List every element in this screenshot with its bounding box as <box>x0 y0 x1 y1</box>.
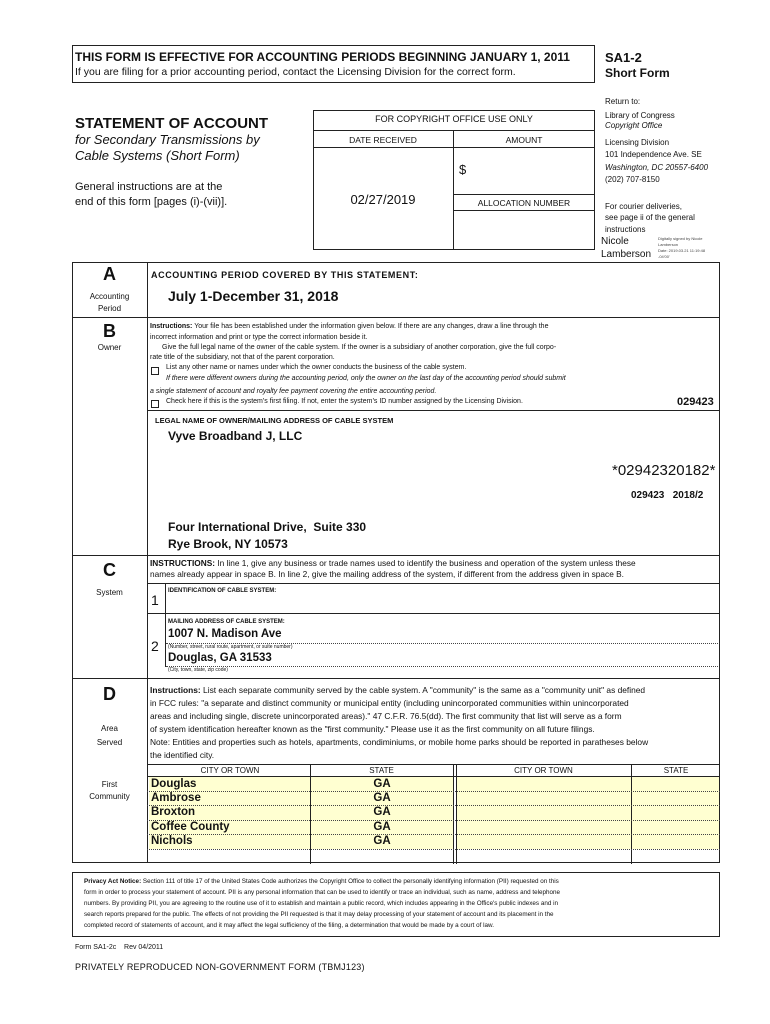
accounting-period-heading: ACCOUNTING PERIOD COVERED BY THIS STATEMENT: <box>151 270 419 280</box>
line-1-number: 1 <box>151 592 159 608</box>
office-use-box <box>313 110 595 250</box>
section-d-label-1: Area <box>101 724 118 733</box>
prior-period-line: If you are filing for a prior accounting period, contact the Licensing Division for the correct form. <box>75 66 516 78</box>
general-instructions-1: General instructions are at the <box>75 181 223 193</box>
section-c-label: System <box>96 588 123 597</box>
general-instructions-2: end of this form [pages (i)-(vii)]. <box>75 196 228 208</box>
owner-address-2[interactable]: Rye Brook, NY 10573 <box>168 537 288 551</box>
office-use-heading: FOR COPYRIGHT OFFICE USE ONLY <box>375 114 533 124</box>
section-d-label-2: Served <box>96 738 123 747</box>
owner-instr-line-2: incorrect information and print or type the correct information beside it. <box>150 334 368 341</box>
community-row-4-town[interactable]: Coffee County <box>151 821 230 833</box>
community-row-2-state[interactable]: GA <box>373 792 391 804</box>
community-row-1-town[interactable]: Douglas <box>151 778 197 790</box>
statement-subtitle-1: for Secondary Transmissions by <box>75 132 260 147</box>
section-a-label-1: Accounting <box>89 292 130 301</box>
return-to-label: Return to: <box>605 97 641 106</box>
digital-signature-note-1: Digitally signed by Nicole <box>658 236 703 241</box>
section-c-letter: C <box>103 560 116 580</box>
return-line-4: 101 Independence Ave. SE <box>605 150 702 159</box>
col-state2-header: STATE <box>663 766 689 775</box>
section-a-label-2: Period <box>97 304 122 313</box>
line-2-number: 2 <box>151 638 159 654</box>
col-state-header: STATE <box>369 766 394 775</box>
digital-signature-note-2: Lamberson <box>658 242 679 247</box>
effective-line: THIS FORM IS EFFECTIVE FOR ACCOUNTING PERIODS BEGINNING JANUARY 1, 2011 <box>75 50 570 64</box>
identification-label: IDENTIFICATION OF CABLE SYSTEM: <box>168 588 277 594</box>
form-type: Short Form <box>605 66 670 80</box>
street-note: (Number, street, rural route, apartment, or suite number) <box>168 644 293 650</box>
return-line-5: Washington, DC 20557-6400 <box>605 163 709 172</box>
form-code: SA1-2 <box>605 50 642 65</box>
system-id-value[interactable]: 029423 <box>677 396 714 408</box>
statement-subtitle-2: Cable Systems (Short Form) <box>75 148 240 163</box>
form-revision: Form SA1-2c Rev 04/2011 <box>75 944 164 951</box>
owner-instr-line-3: Give the full legal name of the owner of the cable system. If the owner is a subsidiary of another corporation, give the full corpo- <box>162 344 557 351</box>
first-community-label-1: First <box>101 780 118 789</box>
statement-title: STATEMENT OF ACCOUNT <box>75 115 269 132</box>
area-instructions: Instructions: List each separate community served by the cable system. A "community" is the same as a "community unit" as defined in FCC rules: "a separate and distinct community or municipal entity (including unincorporated communities within unincorporated areas and including single, discrete unincorporated areas)." 47 C.F.R. 76.5(dd). The first community that list will serve as a form of system identification hereafter known as the "first community." Please use it as the first community on all future filings. Note: Entities and properties such as hotels, apartments, condiminiums, or mobile home parks should be reported in paratheses below the identified city. <box>150 685 649 760</box>
section-a-letter: A <box>103 264 116 284</box>
accounting-period-value[interactable]: July 1-December 31, 2018 <box>168 288 339 304</box>
system-street[interactable]: 1007 N. Madison Ave <box>168 628 282 640</box>
return-line-2: Copyright Office <box>605 121 663 130</box>
courier-line-1: For courier deliveries, <box>605 202 682 211</box>
date-received-label: DATE RECEIVED <box>349 135 417 145</box>
legal-name-label: LEGAL NAME OF OWNER/MAILING ADDRESS OF CABLE SYSTEM <box>155 416 394 425</box>
community-row-5-state[interactable]: GA <box>373 835 391 847</box>
community-row-1-state[interactable]: GA <box>373 778 391 790</box>
allocation-number-label: ALLOCATION NUMBER <box>477 198 571 208</box>
owner-instructions: Instructions: Your file has been established under the information given below. If there are any changes, draw a line through the <box>150 323 549 330</box>
signer-last-name: Lamberson <box>601 249 652 260</box>
owner-name[interactable]: Vyve Broadband J, LLC <box>168 429 303 443</box>
courier-line-3: instructions <box>605 225 646 234</box>
first-filing-checkbox[interactable] <box>151 400 159 408</box>
section-b-letter: B <box>103 321 116 341</box>
col-city-header: CITY OR TOWN <box>200 766 260 775</box>
barcode-text: *02942320182* <box>612 462 716 479</box>
community-row-3-town[interactable]: Broxton <box>151 806 196 818</box>
col-city2-header: CITY OR TOWN <box>514 766 573 775</box>
amount-dollar-sign: $ <box>459 162 467 177</box>
community-row-4-state[interactable]: GA <box>373 821 391 833</box>
date-received-value[interactable]: 02/27/2019 <box>350 192 416 207</box>
private-reproduction-note: PRIVATELY REPRODUCED NON-GOVERNMENT FORM (TBMJ123) <box>75 962 365 972</box>
digital-signature-note-3: Date: 2019.03.21 11:19:48 <box>658 248 706 253</box>
owner-instr-line-7: a single statement of account and royalty fee payment covering the entire accounting period. <box>150 388 437 395</box>
digital-signature-note-4: -04'00' <box>658 254 670 259</box>
first-community-label-2: Community <box>89 792 130 801</box>
community-row-2-town[interactable]: Ambrose <box>151 792 201 804</box>
section-d-letter: D <box>103 684 116 704</box>
owner-instr-line-4: rate title of the subsidiary, not that of the parent corporation. <box>150 354 335 361</box>
privacy-notice: Privacy Act Notice: Section 111 of title 17 of the United States Code authorizes the Copyright Office to collect the personally identifying information (PII) requested on this form in order to process your statement of account. PII is any personal information that can be used to identify or trace an individual, such as name, address and telephone numbers. By providing PII, you are agreeing to the routine use of it to establish and maintain a public record, which includes appearing in the Office's public indexes and in search reports prepared for the public. The effects of not providing the PII requested is that it may delay processing of your statement of account and its placement in the completed record of statements of account, and it may affect the legal sufficiency of the filing, a determination that would be made by a court of law. <box>84 878 561 929</box>
city-note: (City, town, state, zip code) <box>168 667 228 673</box>
system-city[interactable]: Douglas, GA 31533 <box>168 652 272 664</box>
other-names-checkbox[interactable] <box>151 367 159 375</box>
owner-instr-line-8: Check here if this is the system’s first filing. If not, enter the system’s ID number assigned by the Licensing Division. <box>166 398 523 405</box>
courier-line-2: see page ii of the general <box>605 213 695 222</box>
section-b-label: Owner <box>97 343 122 352</box>
system-instructions: INSTRUCTIONS: In line 1, give any business or trade names used to identify the business and operation of the system unless these names already appear in space B. In line 2, give the mailing address of the system, if different from the address given in space B. <box>150 558 636 579</box>
owner-instr-line-5: List any other name or names under which the owner conducts the business of the cable system. <box>166 364 467 371</box>
return-line-1: Library of Congress <box>605 111 675 120</box>
community-row-5-town[interactable]: Nichols <box>151 835 193 847</box>
owner-instr-line-6: If there were different owners during the accounting period, only the owner on the last day of the accounting period should submit <box>166 375 566 382</box>
signer-first-name: Nicole <box>601 236 629 247</box>
id-period-text: 029423 2018/2 <box>631 490 704 501</box>
amount-label: AMOUNT <box>505 135 543 145</box>
return-line-6: (202) 707-8150 <box>605 175 660 184</box>
owner-address-1[interactable]: Four International Drive, Suite 330 <box>168 520 367 534</box>
return-line-3: Licensing Division <box>605 138 670 147</box>
mailing-address-label: MAILING ADDRESS OF CABLE SYSTEM: <box>168 619 285 625</box>
community-row-3-state[interactable]: GA <box>373 806 391 818</box>
